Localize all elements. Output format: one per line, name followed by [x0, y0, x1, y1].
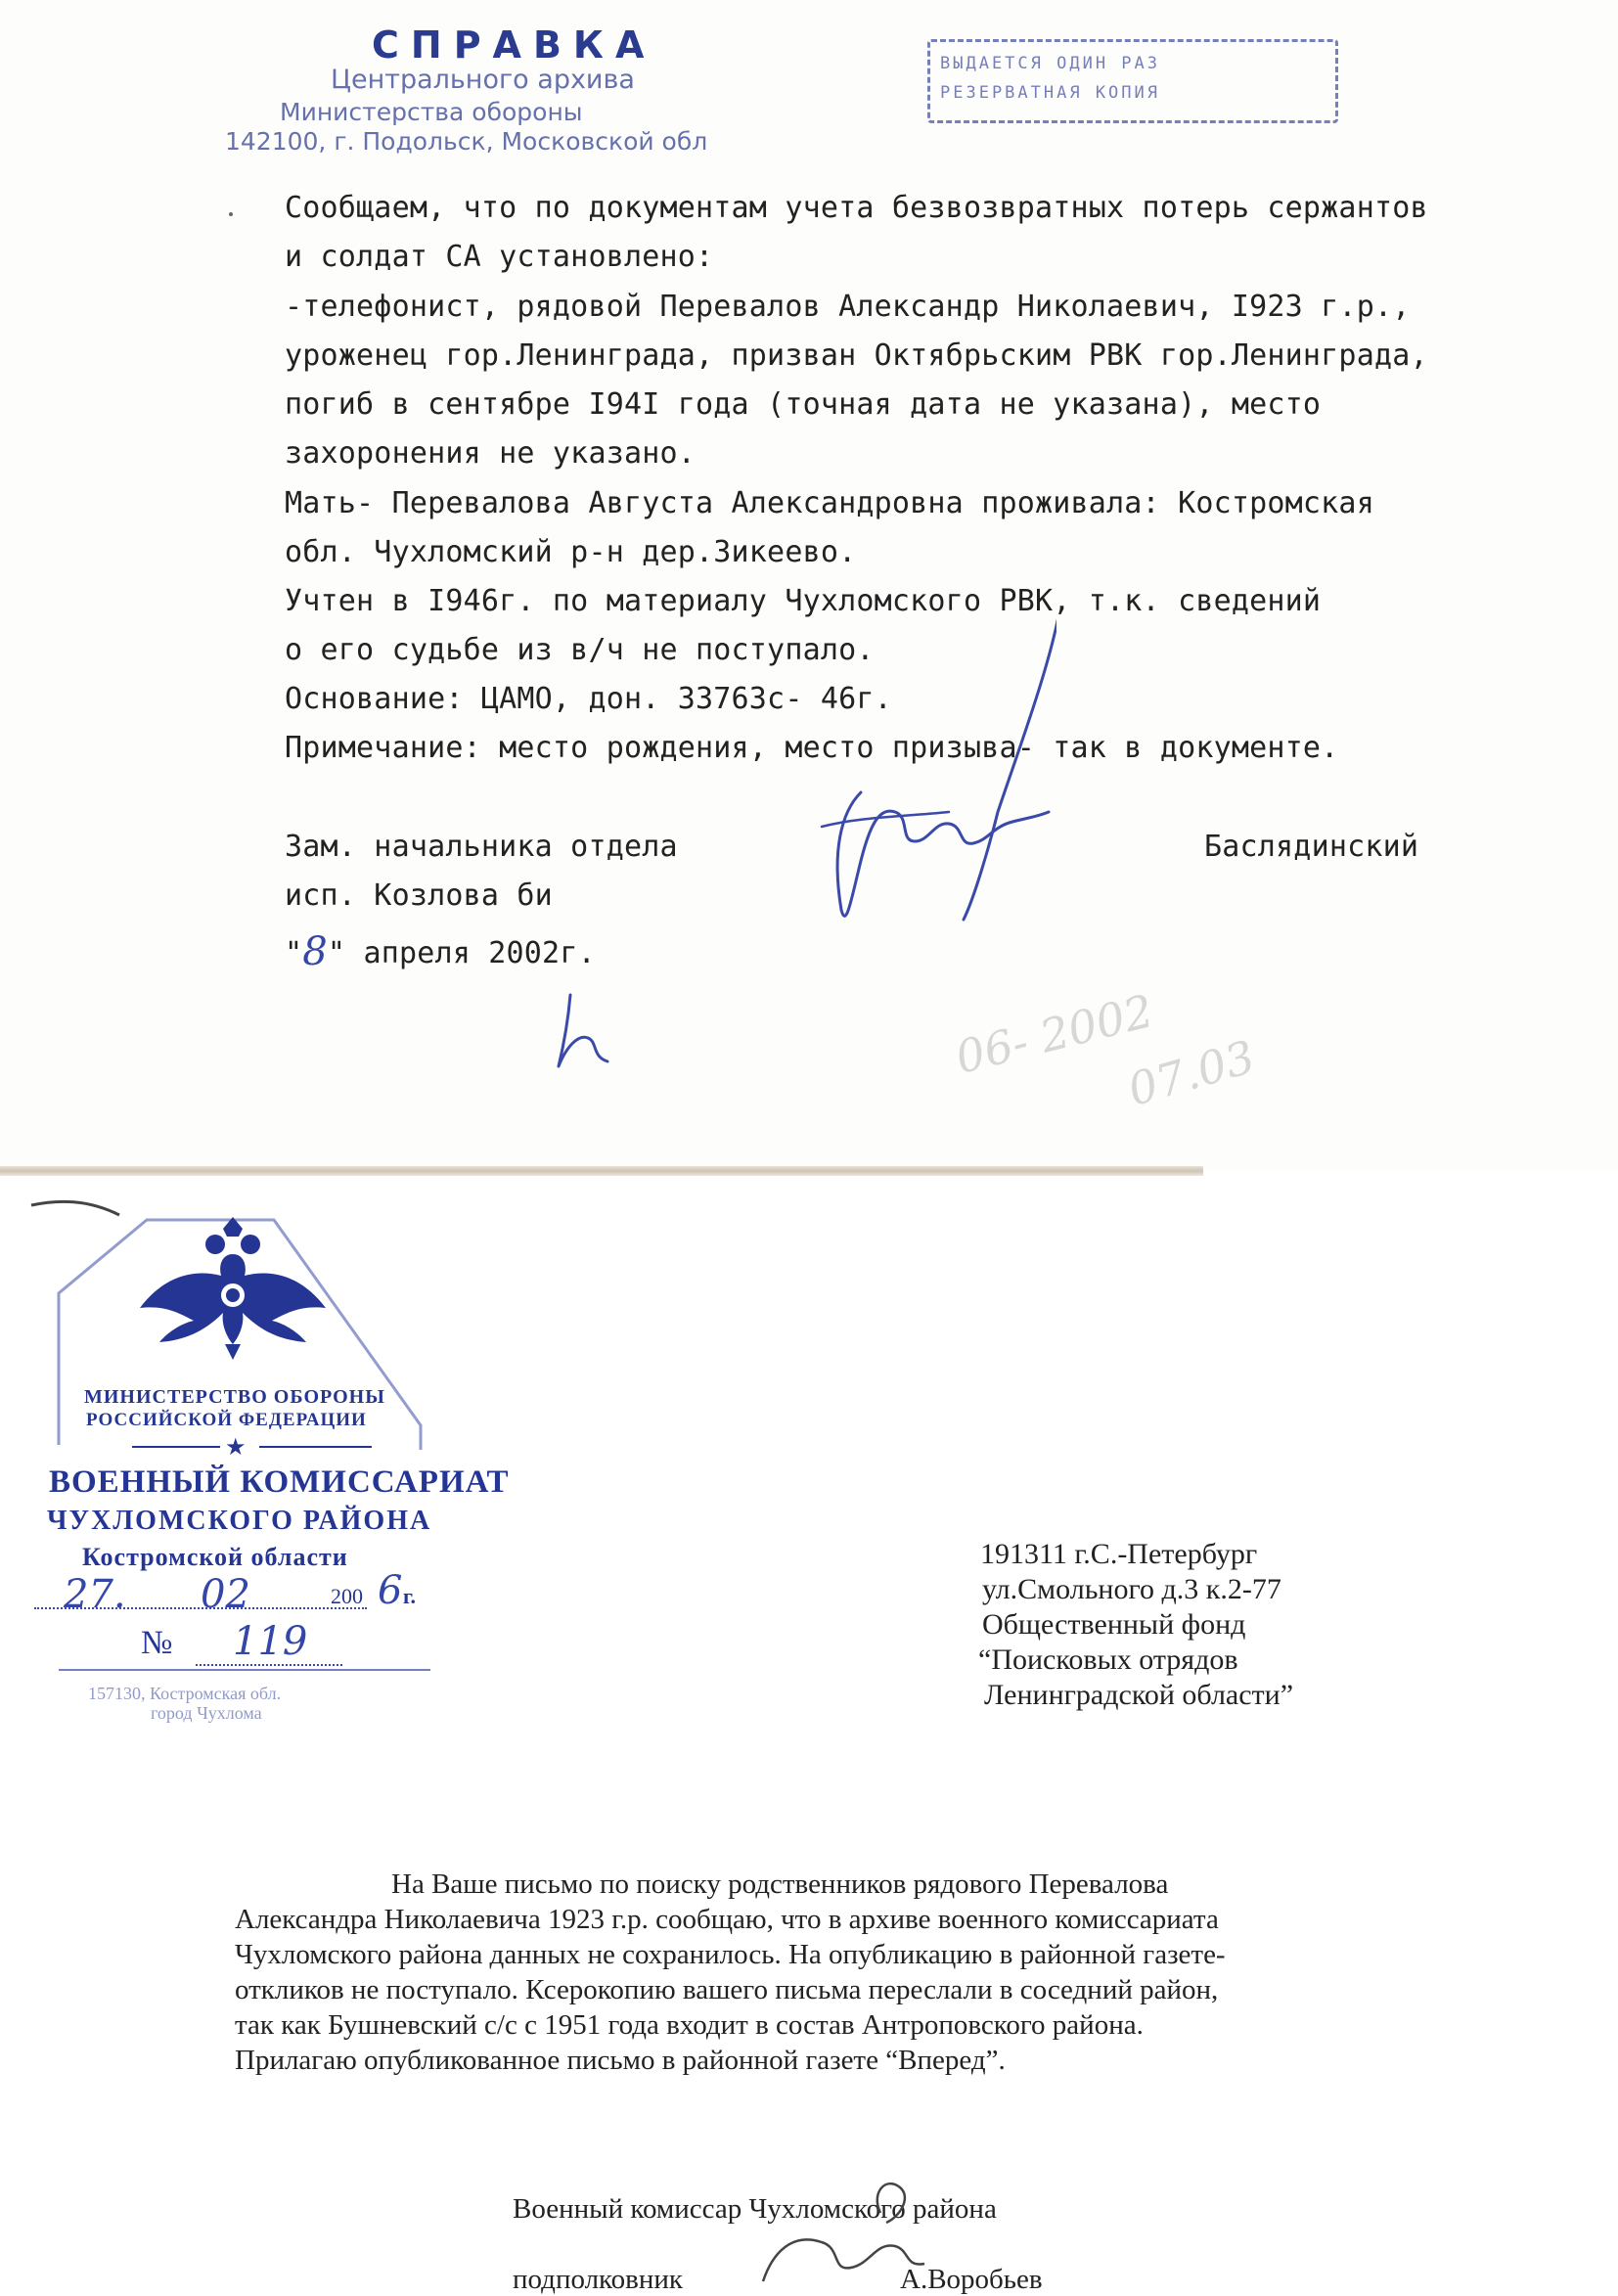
commissar-name: А.Воробьев — [900, 2264, 1043, 2295]
certificate-line: обл. Чухломский р-н дер.Зикеево. — [285, 535, 857, 569]
signature-mark — [802, 616, 1056, 939]
certificate-line: Учтен в I946г. по материалу Чухломского РВК, т.к. сведений — [285, 584, 1322, 618]
commissar-rank: подполковник — [513, 2264, 683, 2295]
pencil-note: 07.03 — [1122, 1029, 1261, 1117]
archive-stamp-line1: Центрального архива — [331, 65, 635, 95]
certificate-date — [285, 927, 596, 972]
stamp-number-label: № — [141, 1625, 173, 1661]
letter-line: Чухломского района данных не сохранилось. На опубликацию в районной газете- — [235, 1939, 1226, 1970]
letter-line: откликов не поступало. Ксерокопию вашего письма переслали в соседний район, — [235, 1974, 1219, 2005]
archive-stamp — [225, 23, 773, 160]
addressee-line: Общественный фонд — [982, 1608, 1246, 1641]
commissar-signature — [704, 2174, 959, 2287]
stamp-date-day: 27. — [64, 1572, 126, 1617]
certificate-line: погиб в сентябре I94I года (точная дата не указана), место — [285, 387, 1322, 422]
addressee-line: Ленинградской области” — [984, 1679, 1294, 1711]
letter-line: так как Бушневский с/с с 1951 года входит в состав Антроповского района. — [235, 2009, 1144, 2041]
certificate-line: -телефонист, рядовой Перевалов Александр Николаевич, I923 г.р., — [285, 290, 1411, 324]
stamp-office-line1: ВОЕННЫЙ КОМИССАРИАТ — [49, 1464, 510, 1500]
letter-line: На Ваше письмо по поиску родственников рядового Перевалова — [391, 1868, 1169, 1900]
certificate-line: о его судьбе из в/ч не поступало. — [285, 633, 875, 667]
certificate-line: захоронения не указано. — [285, 436, 697, 471]
certificate-line: Мать- Перевалова Августа Александровна проживала: Костромская — [285, 486, 1374, 520]
copy-stamp-line2: РЕЗЕРВАТНАЯ КОПИЯ — [940, 83, 1160, 103]
stamp-office-line2: ЧУХЛОМСКОГО РАЙОНА — [47, 1506, 432, 1536]
certificate-line: и солдат СА установлено: — [285, 240, 714, 274]
initial-mark — [553, 993, 621, 1071]
date-open-quote: " — [285, 936, 303, 970]
signature-title: Зам. начальника отдела — [285, 830, 678, 864]
signatory-name: Баслядинский — [1204, 830, 1419, 864]
stamp-year-digit: 6 — [378, 1568, 403, 1613]
stamp-address-line1: 157130, Костромская обл. — [88, 1684, 282, 1703]
double-headed-eagle-icon — [135, 1215, 331, 1362]
letter-line: Александра Николаевича 1923 г.р. сообщаю, что в архиве военного комиссариата — [235, 1904, 1219, 1935]
date-day: 8 — [302, 929, 328, 974]
stamp-year-suffix: г. — [403, 1584, 417, 1608]
stamp-year-prefix: 200 — [331, 1584, 363, 1608]
copy-stamp-line1: ВЫДАЕТСЯ ОДИН РАЗ — [940, 54, 1160, 73]
addressee-line: “Поисковых отрядов — [978, 1643, 1238, 1676]
stamp-number-underline — [196, 1664, 342, 1666]
commissar-title: Военный комиссар Чухломского района — [513, 2193, 997, 2225]
commissariat-stamp — [20, 1200, 510, 1748]
addressee-line: ул.Смольного д.3 к.2-77 — [982, 1573, 1281, 1605]
stamp-address-line2: город Чухлома — [151, 1703, 262, 1723]
letter-line: Прилагаю опубликованное письмо в районной газете “Вперед”. — [235, 2045, 1006, 2076]
stamp-date-month: 02 — [201, 1572, 250, 1617]
margin-dot — [229, 212, 233, 216]
archive-stamp-line3: 142100, г. Подольск, Московской обл — [225, 127, 708, 156]
pencil-note: 06- 2002 — [950, 983, 1159, 1085]
sheet-fold — [0, 1166, 1203, 1176]
archive-stamp-title: СПРАВКА — [372, 23, 656, 67]
certificate-line: Основание: ЦАМО, дон. 33763с- 46г. — [285, 682, 892, 716]
star-icon: ★ — [225, 1433, 247, 1461]
certificate-line: Примечание: место рождения, место призыва- так в документе. — [285, 731, 1339, 765]
addressee-line: 191311 г.С.-Петербург — [980, 1538, 1258, 1570]
stamp-ministry-line1: МИНИСТЕРСТВО ОБОРОНЫ — [84, 1386, 385, 1408]
executor: исп. Козлова би — [285, 878, 553, 913]
stamp-number-value: 119 — [233, 1619, 308, 1664]
certificate-line: уроженец гор.Ленинграда, призван Октябрьским РВК гор.Ленинграда, — [285, 338, 1428, 373]
commissariat-letter-sheet — [0, 1176, 1618, 2295]
certificate-line: Сообщаем, что по документам учета безвозвратных потерь сержантов — [285, 191, 1428, 225]
date-rest: " апреля 2002г. — [327, 936, 596, 970]
archive-stamp-line2: Министерства обороны — [280, 98, 583, 126]
stamp-office-line3: Костромской области — [82, 1543, 348, 1571]
copy-stamp — [927, 39, 1338, 123]
stamp-ministry-line2: РОССИЙСКОЙ ФЕДЕРАЦИИ — [86, 1410, 367, 1430]
